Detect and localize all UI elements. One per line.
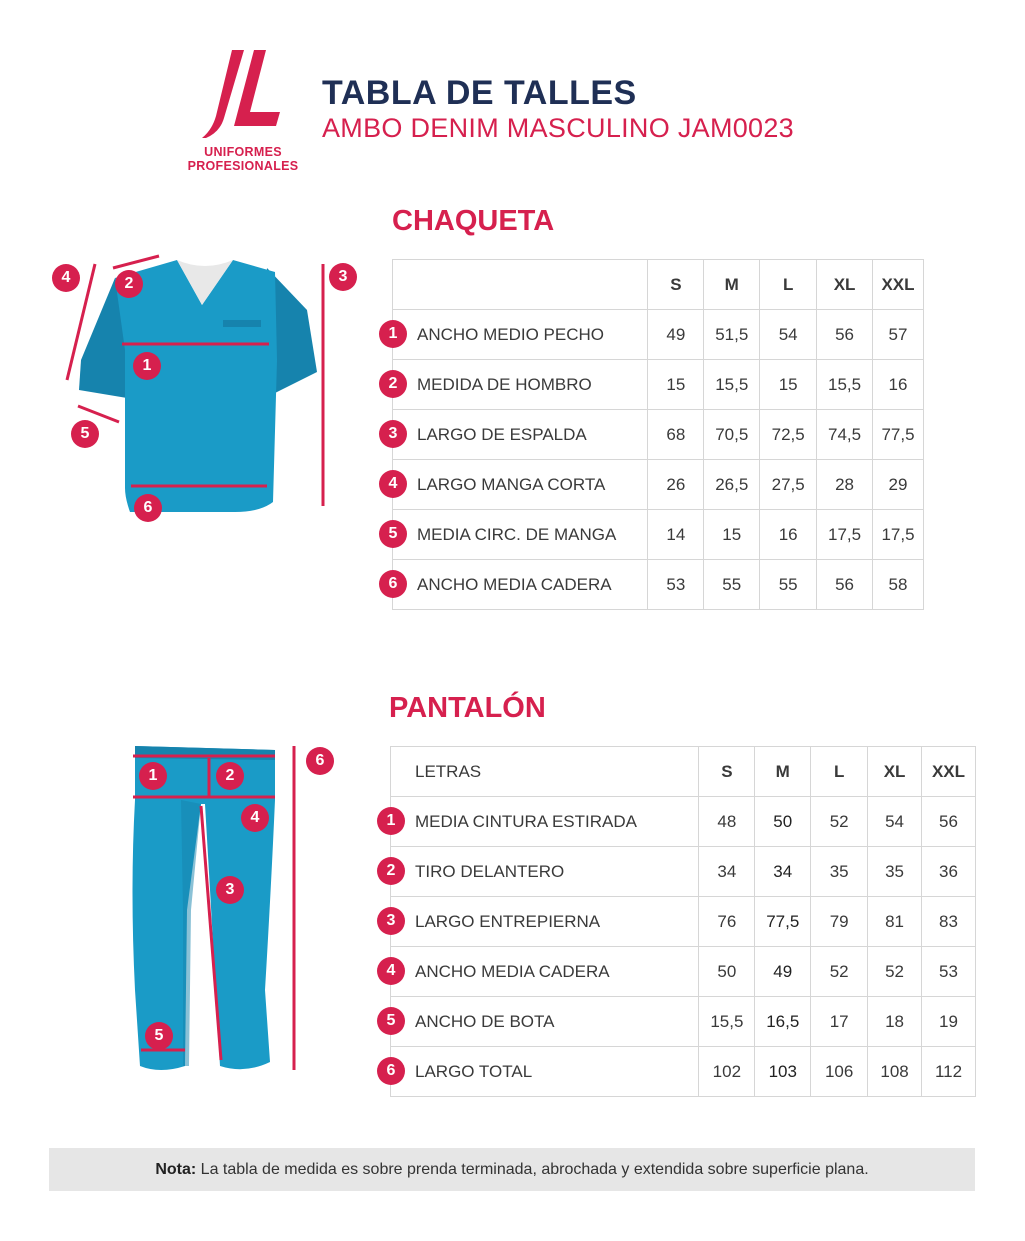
size-value-cell: 17,5 <box>873 510 924 560</box>
size-value-cell: 55 <box>704 560 760 610</box>
table-row <box>391 847 976 897</box>
table-row <box>393 410 924 460</box>
size-value-cell: 56 <box>817 310 873 360</box>
chaqueta-title: CHAQUETA <box>392 205 555 237</box>
pantalon-title: PANTALÓN <box>389 692 546 724</box>
figure-badge-3: 3 <box>329 263 357 291</box>
measure-label: MEDIDA DE HOMBRO <box>417 374 592 394</box>
table-row <box>391 997 976 1047</box>
measure-label-cell <box>388 310 648 360</box>
size-header: M <box>704 260 760 310</box>
size-value-cell: 51,5 <box>704 310 760 360</box>
size-header: XL <box>868 747 922 797</box>
size-value-cell: 14 <box>648 510 704 560</box>
table-row <box>391 947 976 997</box>
size-value-cell: 15,5 <box>699 997 755 1047</box>
figure-badge-3: 3 <box>216 876 244 904</box>
size-value-cell: 35 <box>868 847 922 897</box>
figure-badge-5: 5 <box>145 1022 173 1050</box>
size-value-cell: 103 <box>755 1047 811 1097</box>
figure-badge-1: 1 <box>139 762 167 790</box>
size-value-cell: 68 <box>648 410 704 460</box>
table-row <box>393 560 924 610</box>
measure-label: MEDIA CINTURA ESTIRADA <box>415 811 637 831</box>
measure-number-badge: 1 <box>379 320 407 348</box>
size-value-cell: 102 <box>699 1047 755 1097</box>
table-row <box>391 1047 976 1097</box>
measure-label-cell <box>386 797 699 847</box>
figure-badge-1: 1 <box>133 352 161 380</box>
size-value-cell: 55 <box>760 560 817 610</box>
measure-label-cell <box>386 1047 699 1097</box>
size-value-cell: 53 <box>922 947 976 997</box>
size-header: L <box>760 260 817 310</box>
size-header: XL <box>817 260 873 310</box>
size-value-cell: 15,5 <box>704 360 760 410</box>
table-row <box>391 797 976 847</box>
measure-label-cell <box>386 997 699 1047</box>
measure-number-badge: 5 <box>377 1007 405 1035</box>
figure-badge-6: 6 <box>306 747 334 775</box>
brand-logo <box>178 46 308 176</box>
size-value-cell: 16 <box>873 360 924 410</box>
note-text: La tabla de medida es sobre prenda terminada, abrochada y extendida sobre superficie plana. <box>196 1161 869 1178</box>
measure-label: LARGO TOTAL <box>415 1061 533 1081</box>
size-value-cell: 17,5 <box>817 510 873 560</box>
size-value-cell: 79 <box>811 897 868 947</box>
measure-label: ANCHO DE BOTA <box>415 1011 555 1031</box>
measure-number-badge: 3 <box>377 907 405 935</box>
size-value-cell: 76 <box>699 897 755 947</box>
size-value-cell: 56 <box>817 560 873 610</box>
size-header: XXL <box>922 747 976 797</box>
chaqueta-size-table <box>388 259 924 610</box>
size-value-cell: 108 <box>868 1047 922 1097</box>
size-value-cell: 35 <box>811 847 868 897</box>
size-value-cell: 16 <box>760 510 817 560</box>
measure-label: MEDIA CIRC. DE MANGA <box>417 524 617 544</box>
figure-badge-4: 4 <box>52 264 80 292</box>
size-value-cell: 49 <box>755 947 811 997</box>
figure-badge-5: 5 <box>71 420 99 448</box>
measure-label-cell <box>388 510 648 560</box>
measure-label-cell <box>388 410 648 460</box>
size-value-cell: 74,5 <box>817 410 873 460</box>
measure-label: LARGO ENTREPIERNA <box>415 911 601 931</box>
table-corner-cell <box>393 260 648 310</box>
measure-number-badge: 4 <box>377 957 405 985</box>
size-value-cell: 52 <box>811 797 868 847</box>
size-header: M <box>755 747 811 797</box>
table-row <box>393 510 924 560</box>
measure-label-cell <box>388 460 648 510</box>
shirt-icon <box>45 250 365 530</box>
measure-number-badge: 4 <box>379 470 407 498</box>
size-value-cell: 26 <box>648 460 704 510</box>
size-value-cell: 77,5 <box>755 897 811 947</box>
table-header-row <box>391 747 976 797</box>
size-value-cell: 15 <box>760 360 817 410</box>
figure-badge-6: 6 <box>134 494 162 522</box>
measure-label: TIRO DELANTERO <box>415 861 565 881</box>
measure-number-badge: 3 <box>379 420 407 448</box>
size-value-cell: 106 <box>811 1047 868 1097</box>
measure-number-badge: 2 <box>379 370 407 398</box>
size-value-cell: 17 <box>811 997 868 1047</box>
size-header: S <box>648 260 704 310</box>
size-value-cell: 70,5 <box>704 410 760 460</box>
measure-label-cell <box>388 560 648 610</box>
size-header: S <box>699 747 755 797</box>
size-value-cell: 54 <box>760 310 817 360</box>
size-value-cell: 50 <box>755 797 811 847</box>
table-corner-cell: LETRAS <box>391 747 699 797</box>
size-value-cell: 19 <box>922 997 976 1047</box>
measure-label-cell <box>388 360 648 410</box>
size-value-cell: 15 <box>704 510 760 560</box>
pants-illustration <box>125 740 340 1080</box>
figure-badge-2: 2 <box>115 270 143 298</box>
size-value-cell: 34 <box>755 847 811 897</box>
pantalon-size-table <box>386 746 976 1097</box>
size-value-cell: 83 <box>922 897 976 947</box>
table-row <box>391 897 976 947</box>
size-value-cell: 53 <box>648 560 704 610</box>
table-row <box>393 460 924 510</box>
measure-label: ANCHO MEDIA CADERA <box>415 961 610 981</box>
figure-badge-4: 4 <box>241 804 269 832</box>
jl-logo-icon <box>202 46 284 138</box>
size-value-cell: 72,5 <box>760 410 817 460</box>
size-value-cell: 48 <box>699 797 755 847</box>
table-row <box>393 310 924 360</box>
measure-label: LARGO MANGA CORTA <box>417 474 606 494</box>
size-value-cell: 77,5 <box>873 410 924 460</box>
measure-label-cell <box>386 947 699 997</box>
page-subtitle: AMBO DENIM MASCULINO JAM0023 <box>322 113 795 143</box>
size-value-cell: 49 <box>648 310 704 360</box>
size-value-cell: 18 <box>868 997 922 1047</box>
size-value-cell: 58 <box>873 560 924 610</box>
table-header-row <box>393 260 924 310</box>
measure-number-badge: 5 <box>379 520 407 548</box>
measure-label: ANCHO MEDIA CADERA <box>417 574 612 594</box>
size-value-cell: 34 <box>699 847 755 897</box>
footnote <box>49 1148 975 1191</box>
size-header: XXL <box>873 260 924 310</box>
size-header: L <box>811 747 868 797</box>
logo-line-2: PROFESIONALES <box>187 159 299 173</box>
size-value-cell: 112 <box>922 1047 976 1097</box>
size-value-cell: 29 <box>873 460 924 510</box>
size-value-cell: 27,5 <box>760 460 817 510</box>
size-value-cell: 36 <box>922 847 976 897</box>
measure-number-badge: 2 <box>377 857 405 885</box>
figure-badge-2: 2 <box>216 762 244 790</box>
measure-number-badge: 6 <box>377 1057 405 1085</box>
note-label: Nota: <box>155 1161 197 1178</box>
size-value-cell: 56 <box>922 797 976 847</box>
size-value-cell: 15 <box>648 360 704 410</box>
size-value-cell: 50 <box>699 947 755 997</box>
measure-label-cell <box>386 847 699 897</box>
measure-label-cell <box>386 897 699 947</box>
size-value-cell: 54 <box>868 797 922 847</box>
size-value-cell: 81 <box>868 897 922 947</box>
measure-number-badge: 6 <box>379 570 407 598</box>
table-row <box>393 360 924 410</box>
measure-number-badge: 1 <box>377 807 405 835</box>
measure-label: ANCHO MEDIO PECHO <box>417 324 605 344</box>
logo-line-1: UNIFORMES <box>204 145 282 159</box>
size-value-cell: 28 <box>817 460 873 510</box>
measure-label: LARGO DE ESPALDA <box>417 424 587 444</box>
size-value-cell: 52 <box>811 947 868 997</box>
size-value-cell: 15,5 <box>817 360 873 410</box>
size-value-cell: 52 <box>868 947 922 997</box>
size-value-cell: 57 <box>873 310 924 360</box>
shirt-illustration <box>45 250 365 530</box>
size-value-cell: 26,5 <box>704 460 760 510</box>
page-title: TABLA DE TALLES <box>322 74 637 112</box>
size-value-cell: 16,5 <box>755 997 811 1047</box>
